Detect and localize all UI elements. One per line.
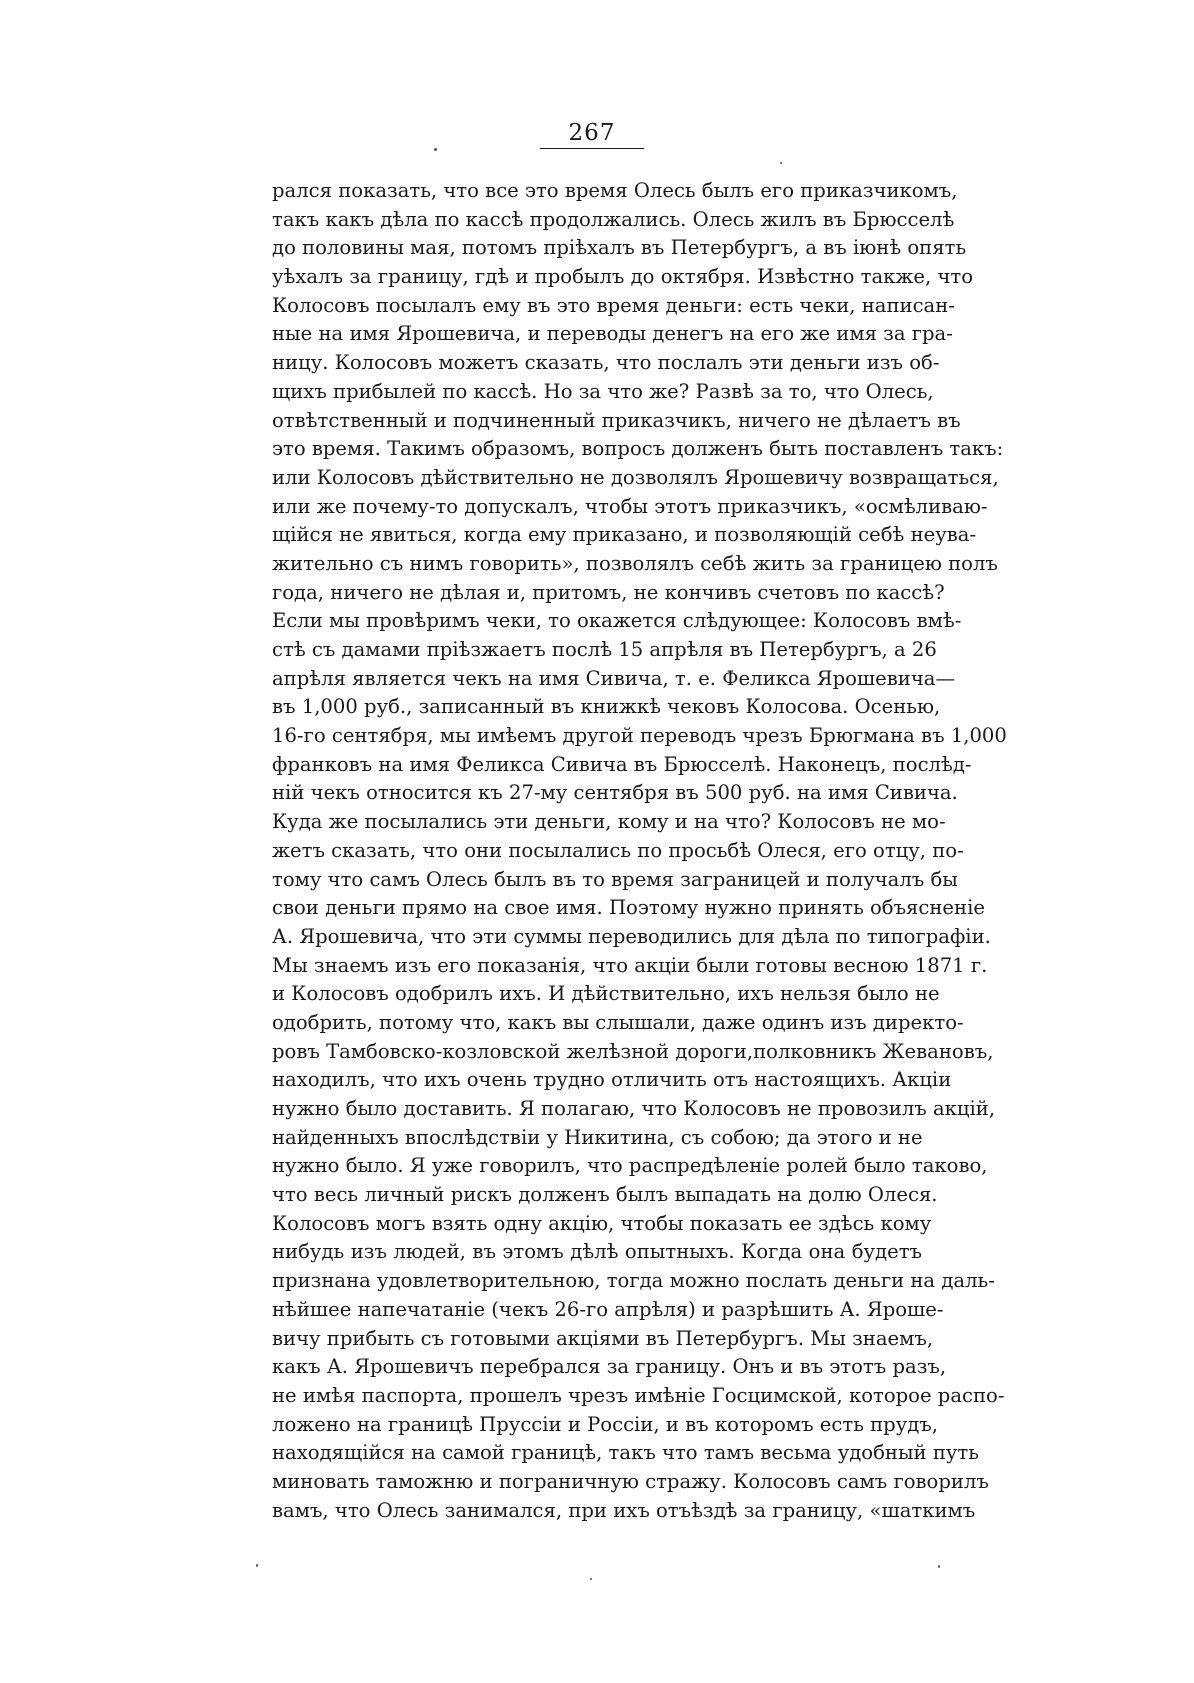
text-line: признана удовлетворительною, тогда можно послать деньги на даль- — [272, 1269, 995, 1293]
text-line: Куда же посылались эти деньги, кому и на что? Колосовъ не мо- — [272, 810, 946, 834]
text-line: ложено на границѣ Пруссіи и Россіи, и въ которомъ есть прудъ, — [272, 1412, 938, 1436]
text-line: до половины мая, потомъ пріѣхалъ въ Петербургъ, а въ іюнѣ опять — [272, 236, 967, 260]
text-line: такъ какъ дѣла по кассѣ продолжались. Олесь жилъ въ Брюсселѣ — [272, 207, 955, 231]
text-line: въ 1,000 руб., записанный въ книжкѣ чековъ Колосова. Осенью, — [272, 695, 941, 719]
text-line: нѣйшее напечатаніе (чекъ 26-го апрѣля) и разрѣшить А. Ярoше- — [272, 1297, 944, 1321]
scan-speck — [256, 1564, 258, 1567]
text-line: миновать таможню и пограничную стражу. Колосовъ самъ говорилъ — [272, 1469, 989, 1493]
text-line: Если мы провѣримъ чеки, то окажется слѣдующее: Колосовъ вмѣ- — [272, 609, 962, 633]
text-line: находилъ, что ихъ очень трудно отличить отъ настоящихъ. Акціи — [272, 1068, 952, 1092]
text-line: нужно было. Я уже говорилъ, что распредѣленіе ролей было таково, — [272, 1154, 988, 1178]
text-line: ровъ Тамбовско-козловской желѣзной дороги,полковникъ Жевановъ, — [272, 1039, 994, 1063]
text-line: апрѣля является чекъ на имя Сивича, т. е. Феликса Ярошевича— — [272, 666, 956, 690]
text-line: одобрить, потому что, какъ вы слышали, даже одинъ изъ директо- — [272, 1010, 964, 1034]
scan-speck — [434, 148, 437, 151]
text-line: вамъ, что Олесь занимался, при ихъ отъѣздѣ за границу, «шаткимъ — [272, 1498, 976, 1522]
text-line: не имѣя паспорта, прошелъ чрезъ имѣніе Госцимской, которое распо- — [272, 1383, 1005, 1407]
text-line: находящійся на самой границѣ, такъ что тамъ весьма удобный путь — [272, 1441, 979, 1465]
text-line: ницу. Колосовъ можетъ сказать, что послалъ эти деньги изъ об- — [272, 351, 940, 375]
text-line: нужно было доставить. Я полагаю, что Колосовъ не провозилъ акцій, — [272, 1097, 996, 1120]
text-line: это время. Такимъ образомъ, вопросъ долженъ быть поставленъ такъ: — [272, 437, 1004, 461]
text-line: и Колосовъ одобрилъ ихъ. И дѣйствительно, ихъ нельзя было не — [272, 982, 940, 1006]
text-line: жетъ сказать, что они посылались по просьбѣ Олеся, его отцу, по- — [272, 838, 964, 862]
text-line: или Колосовъ дѣйствительно не дозволялъ Ярошевичу возвращаться, — [272, 465, 999, 489]
text-line: уѣхалъ за границу, гдѣ и пробылъ до октября. Извѣстно также, что — [272, 265, 974, 289]
text-line: Колосовъ посылалъ ему въ это время деньги: есть чеки, написан- — [272, 293, 955, 317]
text-line: франковъ на имя Феликса Сивича въ Брюсселѣ. Наконецъ, послѣд- — [272, 752, 972, 776]
body-text — [272, 177, 1007, 1525]
text-line: 16-го сентября, мы имѣемъ другой переводъ чрезъ Брюгмана въ 1,000 — [272, 724, 1007, 748]
text-line: щійся не явиться, когда ему приказано, и позволяющій себѣ неува- — [272, 523, 977, 547]
text-line: найденныхъ впослѣдствіи у Никитина, съ собою; да этого и не — [272, 1125, 923, 1149]
text-line: Колосовъ могъ взять одну акцію, чтобы показать ее здѣсь кому — [272, 1211, 932, 1235]
text-line: щихъ прибылей по кассѣ. Но за что же? Развѣ за то, что Олесь, — [272, 379, 934, 403]
text-line: года, ничего не дѣлая и, притомъ, не кончивъ счетовъ по кассѣ? — [272, 580, 945, 604]
text-line: отвѣтственный и подчиненный приказчикъ, ничего не дѣлаетъ въ — [272, 408, 961, 432]
text-line: какъ А. Ярошевичъ перебрался за границу. Онъ и въ этотъ разъ, — [272, 1355, 947, 1379]
text-line: свои деньги прямо на свое имя. Поэтому нужно принять объясненіе — [272, 896, 985, 920]
text-line: Мы знаемъ изъ его показанія, что акціи были готовы весною 1871 г. — [272, 953, 988, 977]
text-line: стѣ съ дамами пріѣзжаетъ послѣ 15 апрѣля въ Петербургъ, а 26 — [272, 638, 937, 661]
scan-speck — [780, 162, 782, 164]
text-line: вичу прибыть съ готовыми акціями въ Петербургъ. Мы знаемъ, — [272, 1326, 934, 1350]
text-line: тому что самъ Олесь былъ въ то время заграницей и получалъ бы — [272, 867, 958, 891]
text-line: рался показать, что все это время Олесь былъ его приказчикомъ, — [272, 179, 958, 202]
scan-speck — [938, 1565, 940, 1568]
page-number: 267 — [540, 120, 644, 149]
text-line: А. Ярошевича, что эти суммы переводились для дѣла по типографіи. — [272, 924, 991, 948]
text-line: ній чекъ относится къ 27-му сентября въ 500 руб. на имя Сивича. — [272, 781, 958, 805]
text-line: что весь личный рискъ долженъ былъ выпадать на долю Олеся. — [272, 1183, 938, 1207]
text-line: нибудь изъ людей, въ этомъ дѣлѣ опытныхъ. Когда она будетъ — [272, 1240, 922, 1264]
text-line: ные на имя Ярошевича, и переводы денегъ на его же имя за гра- — [272, 322, 953, 346]
scan-speck — [590, 1578, 592, 1580]
text-line: жительно съ нимъ говорить», позволялъ себѣ жить за границею полъ — [272, 551, 998, 575]
text-line: или же почему-то допускалъ, чтобы этотъ приказчикъ, «осмѣливаю- — [272, 494, 988, 518]
